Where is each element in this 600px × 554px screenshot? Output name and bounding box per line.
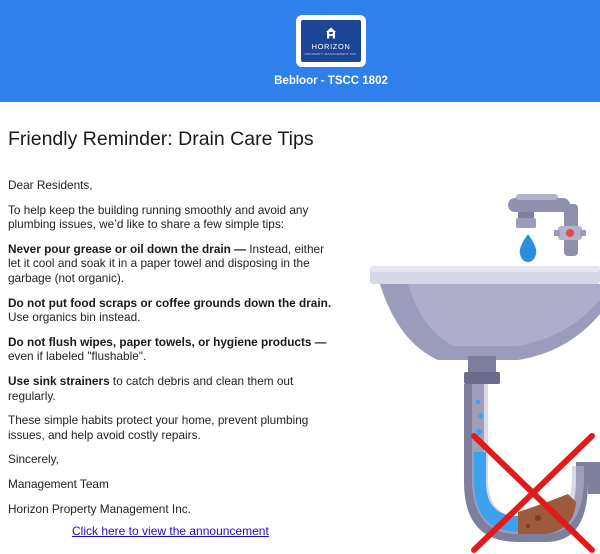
tip-text: Instead, either let it cool and soak it in a paper towel and disposing in the garbage (not organic). (8, 241, 324, 285)
tip-food-scraps (8, 296, 338, 325)
water-drop-icon (520, 234, 537, 262)
water-bubble-icon (479, 414, 484, 419)
tip-wipes (8, 335, 338, 364)
tip-title: Do not put food scraps or coffee grounds down the drain. (8, 295, 332, 310)
greeting: Dear Residents, (8, 178, 93, 192)
tip-text: Use organics bin instead. (8, 310, 141, 325)
email-body (8, 178, 338, 526)
signature-company: Horizon Property Management Inc. (8, 501, 191, 516)
water-bubble-icon (476, 400, 480, 404)
logo-badge (301, 20, 361, 62)
tip-strainers (8, 374, 338, 403)
tip-grease (8, 242, 338, 286)
logo-wordmark: HORIZON (311, 42, 351, 51)
signoff: Sincerely, (8, 452, 59, 467)
view-announcement-link[interactable]: Click here to view the announcement (72, 524, 269, 538)
water-bubble-icon (476, 429, 482, 435)
tip-text: to catch debris and clean them out regularly. (8, 373, 294, 403)
page-title: Friendly Reminder: Drain Care Tips (8, 128, 314, 150)
tip-title: Never pour grease or oil down the drain — (8, 241, 246, 256)
closing-paragraph: These simple habits protect your home, prevent plumbing issues, and help avoid costly repairs. (8, 413, 309, 442)
logo-tagline: PROPERTY MANAGEMENT INC. (304, 52, 358, 56)
company-logo (296, 15, 366, 67)
sink-clogged-pipe-illustration (368, 182, 600, 554)
building-name: Bebloor - TSCC 1802 (274, 75, 388, 87)
sink-basin (370, 266, 600, 360)
intro-paragraph: To help keep the building running smoothly and avoid any plumbing issues, we’d like to share a few simple tips: (8, 202, 309, 232)
tip-title: Do not flush wipes, paper towels, or hygiene products — (8, 334, 327, 349)
email-header-banner (0, 0, 600, 102)
tip-text: even if labeled "flushable". (8, 349, 147, 364)
debris-particle (535, 515, 541, 521)
signature-team: Management Team (8, 476, 109, 491)
house-logo-icon (301, 26, 361, 39)
debris-particle (526, 524, 530, 528)
tip-title: Use sink strainers (8, 373, 110, 388)
faucet-icon (508, 194, 586, 256)
